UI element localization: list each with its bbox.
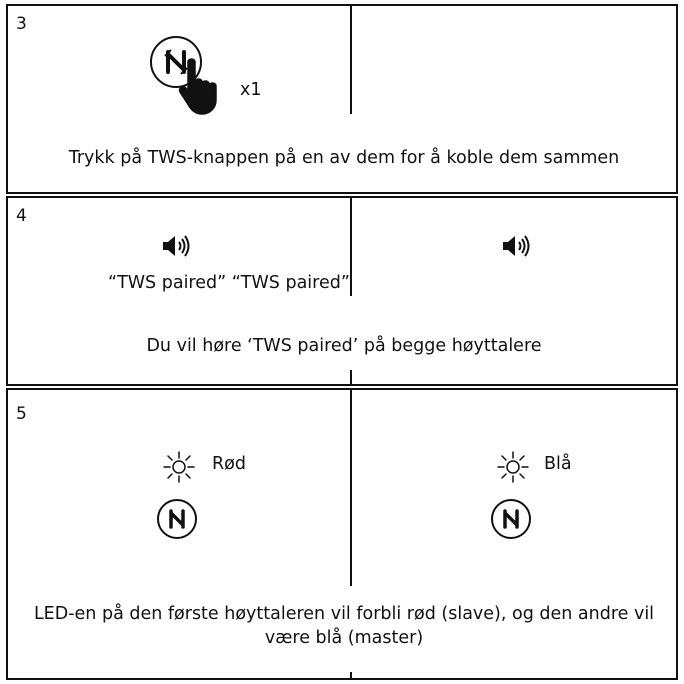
- left-led-color-label: Rød: [212, 454, 246, 474]
- led-light-icon: [496, 450, 530, 484]
- panel-divider: [350, 390, 352, 586]
- speaker-sound-icon: [162, 234, 192, 258]
- step-number: 4: [16, 206, 27, 226]
- tws-button-icon: [156, 498, 198, 540]
- step-number: 5: [16, 404, 27, 424]
- step-3-panel: [6, 4, 678, 194]
- right-led-color-label: Blå: [544, 454, 572, 474]
- panel-divider: [350, 6, 352, 114]
- speaker-sound-icon: [502, 234, 532, 258]
- hand-pointer-icon: [178, 56, 238, 116]
- step-caption: Trykk på TWS-knappen på en av dem for å koble dem sammen: [68, 148, 620, 168]
- panel-divider: [350, 370, 352, 386]
- tws-button-icon: [490, 498, 532, 540]
- step-caption: LED-en på den første høyttaleren vil forbli rød (slave), og den andre vil være blå (master): [33, 604, 655, 648]
- step-4-panel: [6, 196, 678, 386]
- led-light-icon: [162, 450, 196, 484]
- panel-divider: [350, 198, 352, 296]
- step-caption: Du vil høre ‘TWS paired’ på begge høyttalere: [146, 336, 542, 356]
- step-5-panel: [6, 388, 678, 680]
- panel-divider: [350, 672, 352, 680]
- step-number: 3: [16, 14, 27, 34]
- press-count-label: x1: [240, 80, 262, 100]
- audio-prompt-label: “TWS paired” “TWS paired”: [108, 273, 350, 293]
